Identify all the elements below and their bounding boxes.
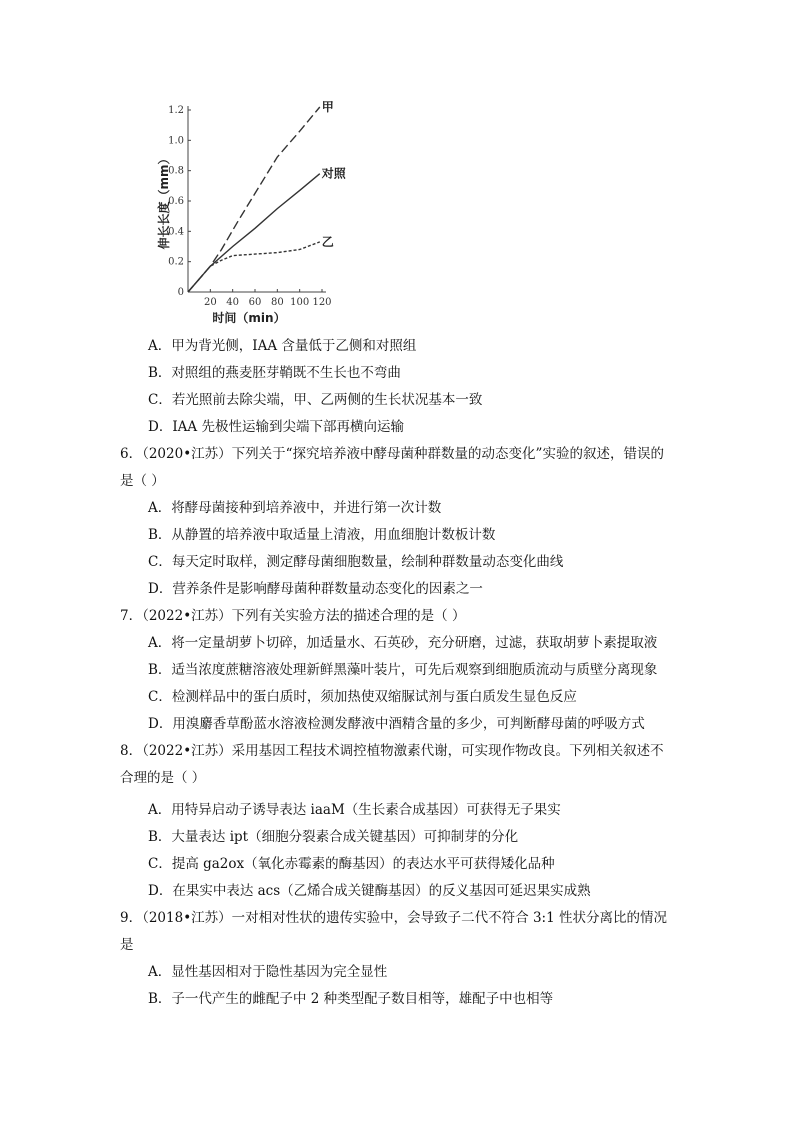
- q8-option-d: D．在果实中表达 acs（乙烯合成关键酶基因）的反义基因可延迟果实成熟: [148, 883, 591, 899]
- x-tick-label: 40: [226, 297, 240, 308]
- y-tick-label: 0.4: [168, 226, 184, 238]
- x-tick-label: 20: [203, 297, 217, 308]
- series-line-solid: [188, 174, 320, 292]
- y-tick-label: 1.0: [168, 135, 184, 147]
- q9-option-a: A．显性基因相对于隐性基因为完全显性: [148, 964, 388, 980]
- q7-option-a: A．将一定量胡萝卜切碎，加适量水、石英砂，充分研磨，过滤，获取胡萝卜素提取液: [148, 635, 658, 651]
- series-label: 甲: [321, 99, 334, 114]
- x-tick-label: 80: [270, 297, 284, 308]
- y-tick-label: 0.6: [168, 196, 184, 207]
- q6-stem-line1: 6．（2020•江苏）下列关于“探究培养液中酵母菌种群数量的动态变化”实验的叙述，错误的: [120, 446, 664, 462]
- y-tick-label: 0.2: [168, 256, 184, 268]
- q7-stem-line1: 7．（2022•江苏）下列有关实验方法的描述合理的是（ ）: [120, 608, 466, 624]
- q6-option-b: B．从静置的培养液中取适量上清液，用血细胞计数板计数: [148, 527, 496, 543]
- x-tick-label: 60: [248, 297, 262, 308]
- q7-option-d: D．用溴麝香草酚蓝水溶液检测发酵液中酒精含量的多少，可判断酵母菌的呼吸方式: [148, 716, 645, 732]
- y-tick-label: 0: [177, 287, 184, 298]
- q8-stem-line2: 合理的是（ ）: [120, 770, 206, 786]
- q6-option-a: A．将酵母菌接种到培养液中，并进行第一次计数: [148, 500, 442, 516]
- q8-stem-line1: 8．（2022•江苏）采用基因工程技术调控植物激素代谢，可实现作物改良。下列相关叙述不: [120, 743, 664, 759]
- q9-option-b: B．子一代产生的雌配子中 2 种类型配子数目相等，雄配子中也相等: [148, 991, 554, 1007]
- q8-option-c: C．提高 ga2ox（氧化赤霉素的酶基因）的表达水平可获得矮化品种: [148, 856, 555, 872]
- q6-stem-line2: 是（ ）: [120, 473, 165, 489]
- q8-option-a: A．用特异启动子诱导表达 iaaM（生长素合成基因）可获得无子果实: [148, 802, 561, 818]
- q8-option-b: B．大量表达 ipt（细胞分裂素合成关键基因）可抑制芽的分化: [148, 829, 519, 845]
- series-label: 乙: [321, 234, 334, 249]
- q5-option-a: A．甲为背光侧，IAA 含量低于乙侧和对照组: [148, 338, 417, 354]
- growth-chart: [157, 96, 360, 326]
- q5-option-c: C．若光照前去除尖端，甲、乙两侧的生长状况基本一致: [148, 392, 483, 408]
- y-axis-title: 伸长长度（mm）: [157, 152, 171, 250]
- q9-stem-line2: 是: [120, 937, 134, 953]
- x-tick-label: 100: [290, 297, 310, 308]
- q5-option-d: D．IAA 先极性运输到尖端下部再横向运输: [148, 419, 404, 435]
- q9-stem-line1: 9．（2018•江苏）一对相对性状的遗传实验中，会导致子二代不符合 3:1 性状分离比的情况: [120, 910, 667, 926]
- x-axis-title: 时间（min）: [212, 311, 286, 325]
- x-tick-label: 120: [312, 297, 332, 308]
- series-line-short-dash: [188, 242, 320, 292]
- q7-option-c: C．检测样品中的蛋白质时，须加热使双缩脲试剂与蛋白质发生显色反应: [148, 689, 577, 705]
- q6-option-d: D．营养条件是影响酵母菌种群数量动态变化的因素之一: [148, 581, 483, 597]
- y-tick-label: 0.8: [168, 165, 184, 177]
- q6-option-c: C．每天定时取样，测定酵母菌细胞数量，绘制种群数量动态变化曲线: [148, 554, 564, 570]
- y-tick-label: 1.2: [168, 105, 184, 116]
- q5-option-b: B．对照组的燕麦胚芽鞘既不生长也不弯曲: [148, 365, 401, 381]
- series-line-long-dash: [188, 107, 320, 292]
- q7-option-b: B．适当浓度蔗糖溶液处理新鲜黑藻叶装片，可先后观察到细胞质流动与质壁分离现象: [148, 662, 658, 678]
- series-label: 对照: [321, 166, 346, 181]
